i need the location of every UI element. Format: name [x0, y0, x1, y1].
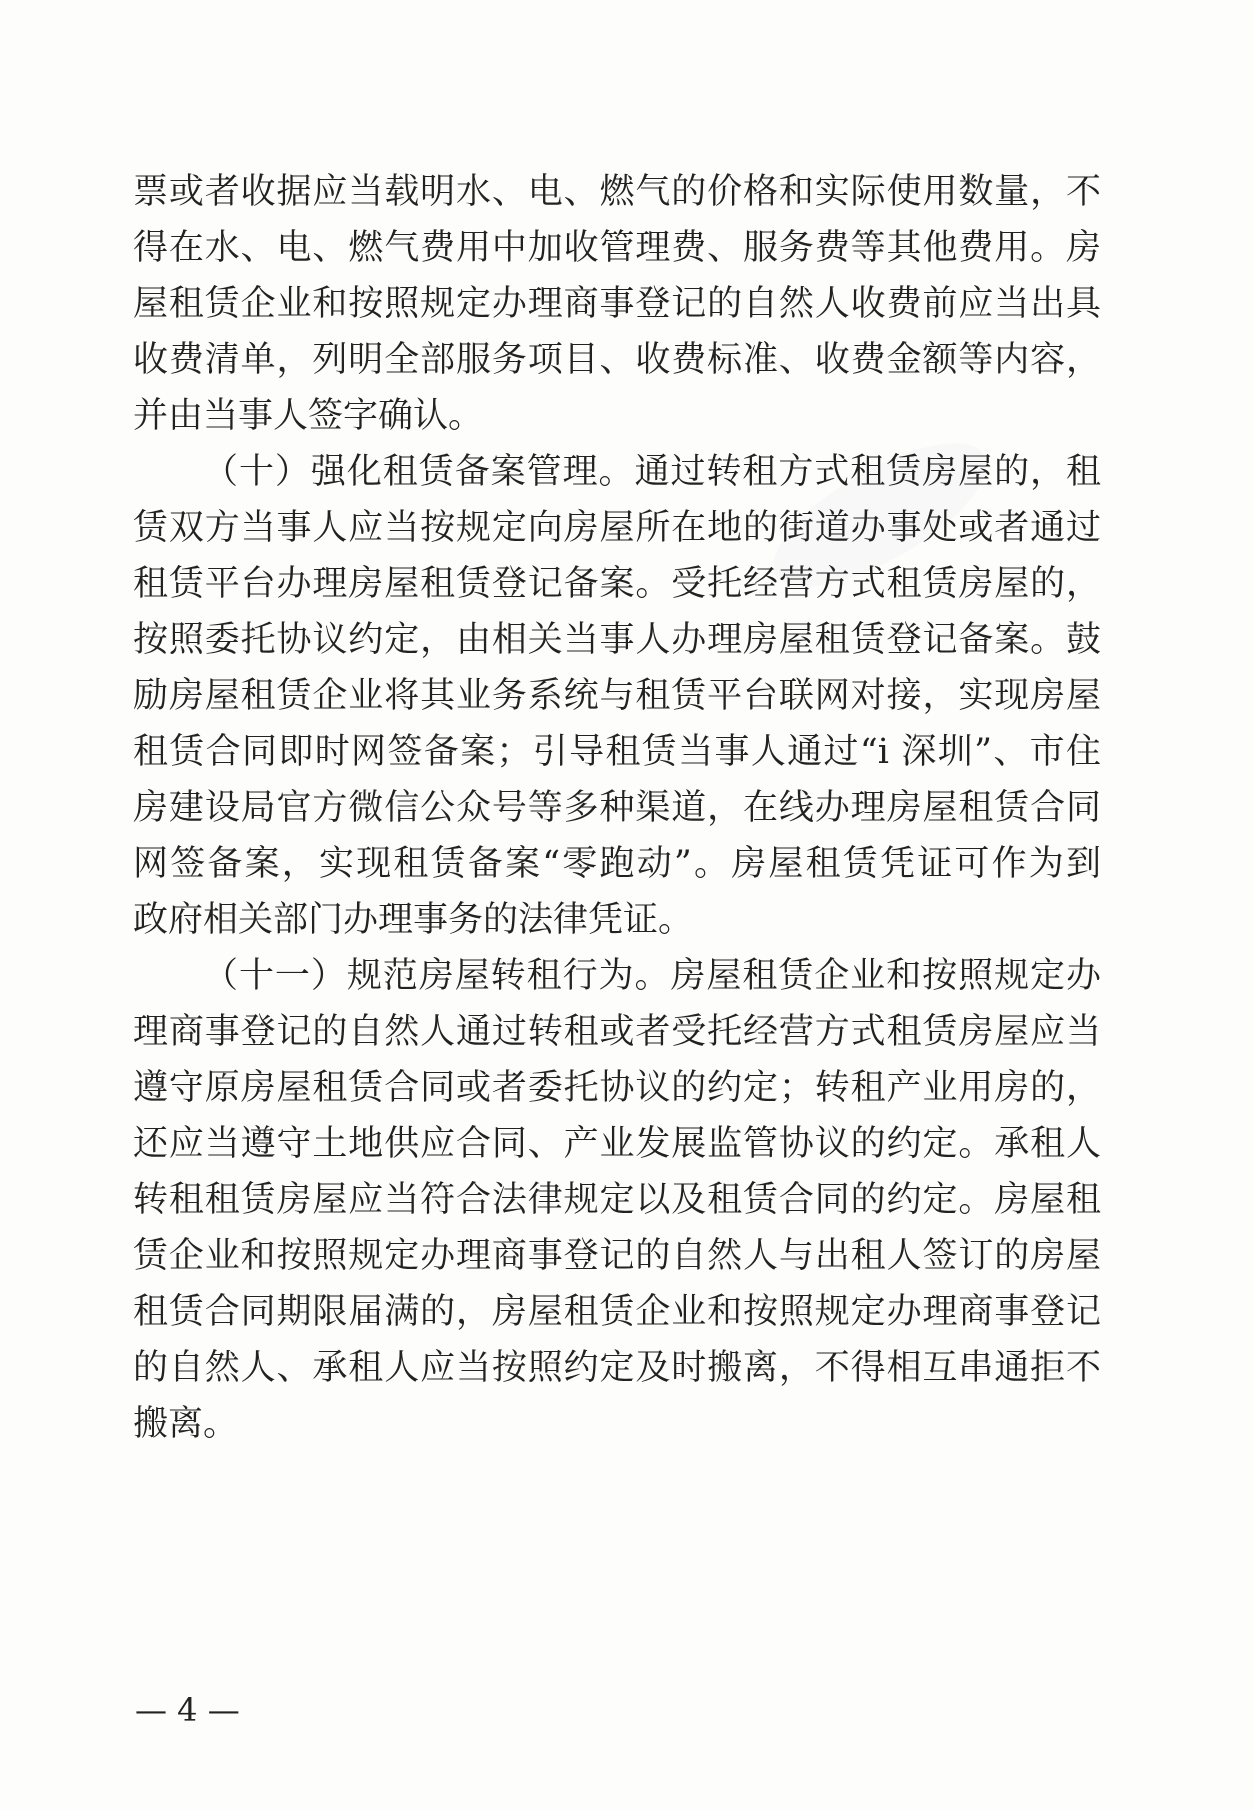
text-line: 票或者收据应当载明水、电、燃气的价格和实际使用数量，不	[133, 172, 1101, 212]
paragraph-heading-line: （十一）规范房屋转租行为。房屋租赁企业和按照规定办	[203, 956, 1101, 996]
text-line: 租赁平台办理房屋租赁登记备案。受托经营方式租赁房屋的，	[133, 564, 1101, 604]
text-line: 遵守原房屋租赁合同或者委托协议的约定；转租产业用房的，	[133, 1068, 1101, 1108]
text-line: 租赁合同期限届满的，房屋租赁企业和按照规定办理商事登记	[133, 1292, 1101, 1332]
text-line: 收费清单，列明全部服务项目、收费标准、收费金额等内容，	[133, 340, 1101, 380]
text-line: 搬离。	[133, 1404, 239, 1444]
text-line: 还应当遵守土地供应合同、产业发展监管协议的约定。承租人	[133, 1124, 1101, 1164]
text-line: 励房屋租赁企业将其业务系统与租赁平台联网对接，实现房屋	[133, 676, 1101, 716]
paragraph-heading-line: （十）强化租赁备案管理。通过转租方式租赁房屋的，租	[203, 452, 1101, 492]
text-line: 理商事登记的自然人通过转租或者受托经营方式租赁房屋应当	[133, 1012, 1101, 1052]
text-line: 赁双方当事人应当按规定向房屋所在地的街道办事处或者通过	[133, 508, 1101, 548]
text-line: 房建设局官方微信公众号等多种渠道，在线办理房屋租赁合同	[133, 788, 1101, 828]
text-line: 政府相关部门办理事务的法律凭证。	[133, 900, 694, 940]
text-line: 租赁合同即时网签备案；引导租赁当事人通过“i 深圳”、市住	[133, 732, 1101, 772]
text-line: 转租租赁房屋应当符合法律规定以及租赁合同的约定。房屋租	[133, 1180, 1101, 1220]
text-line: 网签备案，实现租赁备案“零跑动”。房屋租赁凭证可作为到	[133, 844, 1101, 884]
page-number: — 4 —	[135, 1691, 240, 1729]
text-line: 屋租赁企业和按照规定办理商事登记的自然人收费前应当出具	[133, 284, 1101, 324]
text-line: 得在水、电、燃气费用中加收管理费、服务费等其他费用。房	[133, 228, 1101, 268]
text-line: 赁企业和按照规定办理商事登记的自然人与出租人签订的房屋	[133, 1236, 1101, 1276]
text-line: 按照委托协议约定，由相关当事人办理房屋租赁登记备案。鼓	[133, 620, 1101, 660]
text-line: 的自然人、承租人应当按照约定及时搬离，不得相互串通拒不	[133, 1348, 1101, 1388]
text-line: 并由当事人签字确认。	[133, 396, 484, 436]
